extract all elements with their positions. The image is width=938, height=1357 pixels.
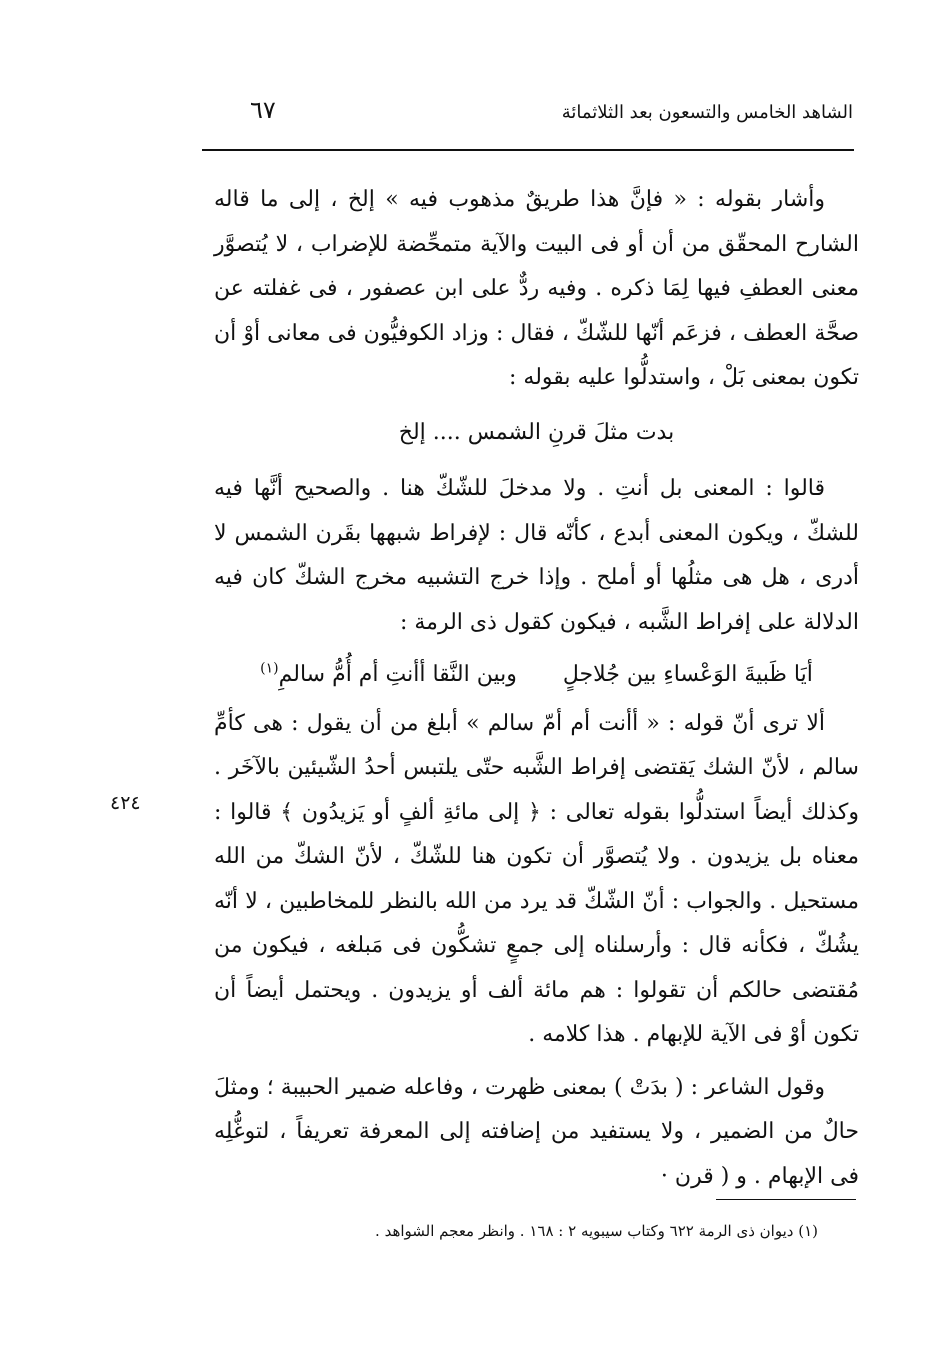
running-title: الشاهد الخامس والتسعون بعد الثلاثمائة xyxy=(561,102,853,123)
verse-first-hemistich: أيَا ظَبيةَ الوَعْساءِ بين جُلاجلٍ xyxy=(562,662,813,687)
paragraph-4: وقول الشاعر : ( بدَتْ ) بمعنى ظهرت ، وفاعله ضمير الحبيبة ؛ ومثلَ حالٌ من الضمير ، ولا يستفيد من إضافته إلى المعرفة تعريفاً ، لتوغُّلِه فى الإبهام . و ( قرن · xyxy=(214,1074,859,1189)
paragraph-1: وأشار بقوله : « فإنَّ هذا طريقٌ مذهوب فيه » إلخ ، إلى ما قاله الشارح المحقّق من أن أو فى البيت والآية متمحِّضة للإضراب ، لا يُتصوَّر معنى العطفِ فيها لِمَا ذكره . وفيه ردٌّ على ابن عصفور ، فى غفلته عن صحَّة العطف ، فزعَم أنّها للشّكّ ، فقال : وزاد الكوفيُّون فى معانى أوْ أن تكون بمعنى بَلْ ، واستدلُّوا عليه بقوله : xyxy=(214,187,859,390)
verse-couplet xyxy=(214,653,859,698)
verse-quote-1: بدت مثلَ قرنِ الشمس .... إلخ xyxy=(398,419,675,445)
footnote: (١) ديوان ذى الرمة ٦٢٢ وكتاب سيبويه ٢ : ١٦٨ . وانظر معجم الشواهد . xyxy=(375,1222,818,1240)
header-rule xyxy=(202,149,854,151)
main-text xyxy=(214,178,859,1199)
margin-page-reference: ٤٢٤ xyxy=(110,792,141,814)
page-header xyxy=(205,96,853,126)
footnote-marker: (١) xyxy=(260,660,279,677)
verse-second-hemistich-wrap xyxy=(260,653,517,698)
page-number: ٦٧ xyxy=(250,96,276,124)
footnote-rule xyxy=(716,1199,856,1200)
paragraph-3: ألا ترى أنّ قوله : « أأنت أم أمّ سالم » أبلغ من أن يقول : هى كأمِّ سالم ، لأنّ الشك يَقتضى إفراط الشَّبه حتّى يلتبس أحدُ الشّيئين بالآخَر . وكذلك أيضاً استدلُّوا بقوله تعالى : ﴿ إلى مائةِ ألفٍ أو يَزيدُون ﴾ قالوا : معناه بل يزيدون . ولا يُتصوَّر أن تكون هنا للشّكّ ، لأنّ الشكّ من الله مستحيل . والجواب : أنّ الشّكّ قد يرد من الله بالنظر للمخاطبين ، لا أنّه يشُكّ ، فكأنه قال : وأرسلناه إلى جمعٍ تشكُّون فى مَبلغه ، فيكون من مُقتضى حالكم أن تقولوا : هم مائة ألف أو يزيدون . ويحتمل أيضاً أن تكون أوْ فى الآية للإبهام . هذا كلامه . xyxy=(214,710,859,1047)
verse-second-hemistich: وبين النَّقا أأنتِ أم أُمُّ سالمِ xyxy=(278,662,517,687)
paragraph-2: قالوا : المعنى بل أنتِ . ولا مدخلَ للشّكّ هنا . والصحيح أنَّها فيه للشكّ ، ويكون المعنى أبدع ، كأنّه قال : لإفراط شبهها بقَرن الشمس لا أدرى ، هل هى مثلُها أو أملح . وإذا خرج التشبيه مخرج الشكّ كان فيه الدلالة على إفراط الشَّبه ، فيكون كقول ذى الرمة : xyxy=(214,476,859,635)
